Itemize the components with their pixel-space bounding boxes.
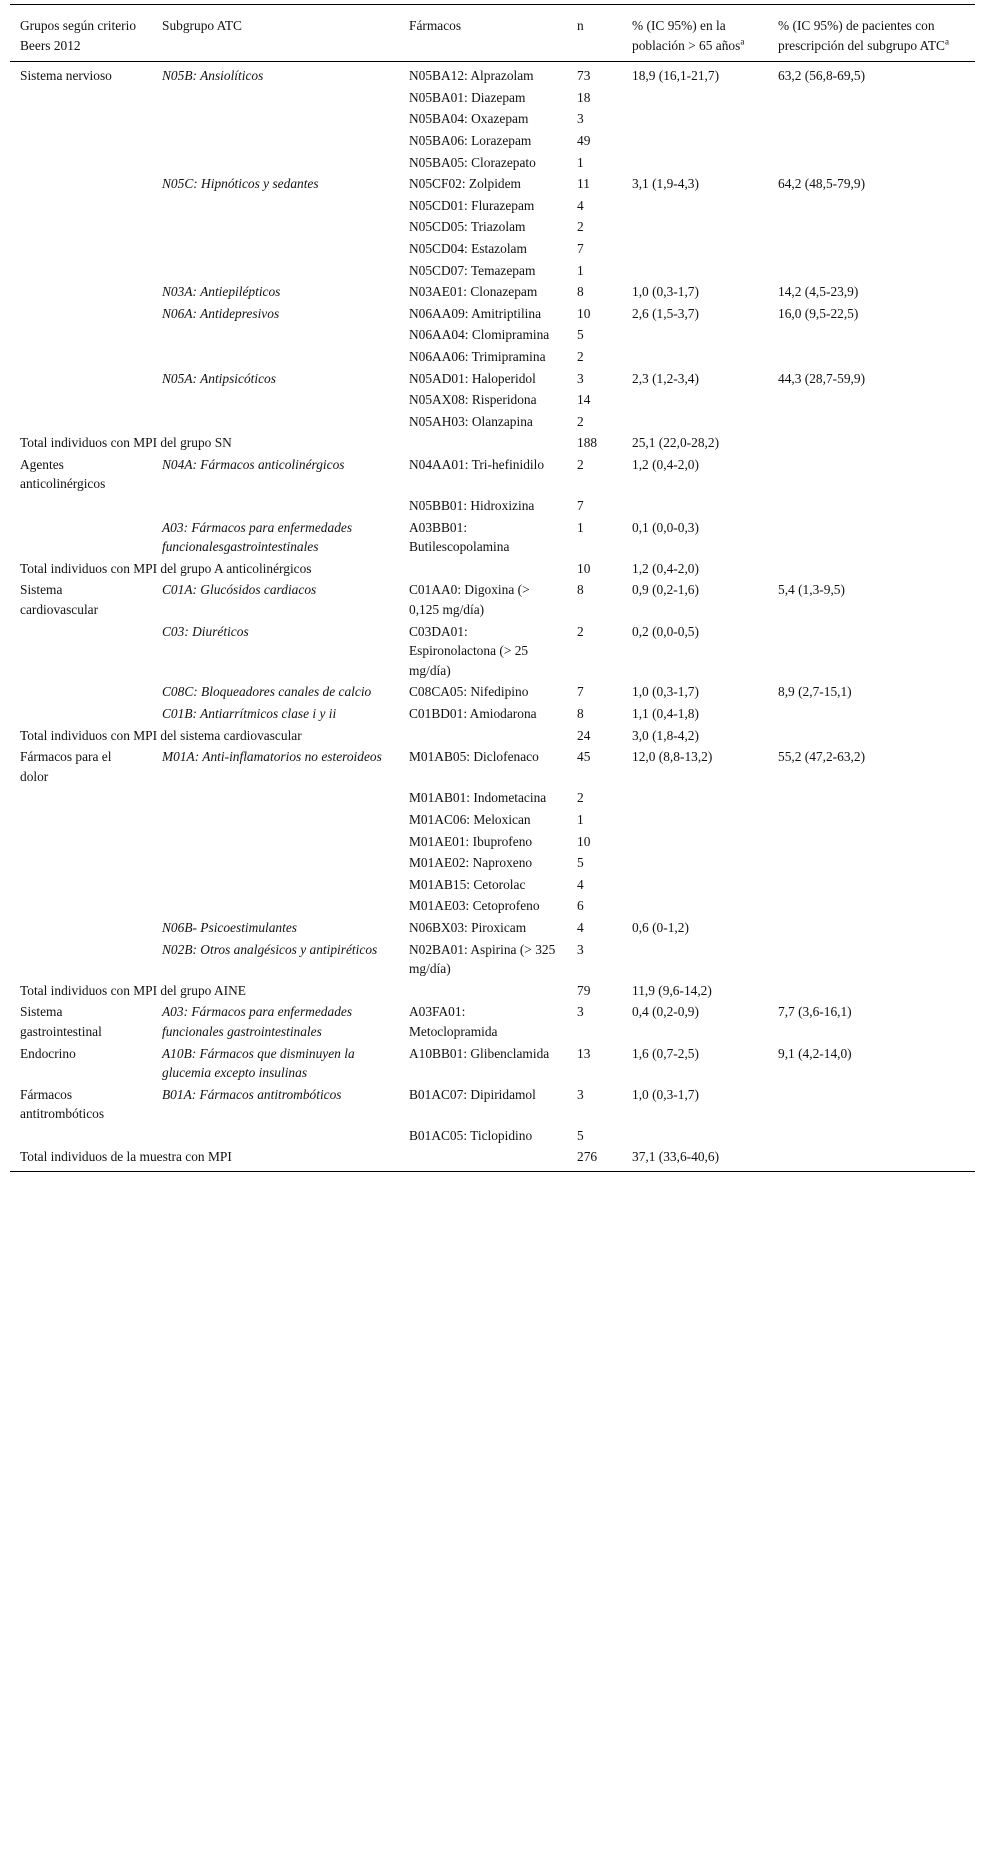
total-row [10, 979, 975, 1001]
cell-pct-atc [768, 323, 975, 345]
header-pct-atc: % (IC 95%) de pacientes con prescripción del subgrupo ATC$^a$ [768, 5, 975, 62]
table-row [10, 129, 975, 151]
cell-pct-atc [768, 453, 975, 494]
cell-pct-population: 0,2 (0,0-0,5) [632, 623, 699, 639]
table-row [10, 620, 975, 681]
header-group: Grupos según criterio Beers 2012 [10, 5, 152, 62]
table-row [10, 1000, 975, 1041]
cell-drug: N02BA01: Aspirina (> 325 mg/día) [409, 941, 556, 977]
cell-pct-atc [768, 388, 975, 410]
cell-subgroup: N06A: Antidepresivos [162, 305, 280, 321]
cell-n: 1 [577, 262, 584, 278]
table-row [10, 302, 975, 324]
cell-drug: N06BX03: Piroxicam [409, 919, 527, 935]
cell-n: 5 [577, 1127, 584, 1143]
cell-group: Agentes anticolinérgicos [20, 456, 106, 492]
cell-drug: M01AC06: Meloxican [409, 811, 531, 827]
cell-group [10, 494, 152, 516]
cell-n: 5 [577, 855, 584, 871]
cell-group [10, 938, 152, 979]
cell-group [10, 680, 152, 702]
cell-pct-population: 1,1 (0,4-1,8) [632, 706, 699, 721]
cell-pct-population [622, 107, 768, 129]
cell-subgroup [152, 86, 399, 108]
cell-pct-population [622, 151, 768, 173]
cell-drug: N06AA06: Trimipramina [409, 348, 546, 364]
cell-subgroup: N05C: Hipnóticos y sedantes [162, 176, 319, 192]
total-label: Total individuos con MPI del grupo A anticolinérgicos [20, 560, 312, 576]
table-row [10, 680, 975, 702]
cell-subgroup: N06B- Psicoestimulantes [162, 919, 298, 935]
table-row [10, 1042, 975, 1083]
cell-group: Fármacos antitrombóticos [20, 1086, 105, 1122]
cell-pct-population: 1,0 (0,3-1,7) [632, 284, 699, 300]
header-row [10, 5, 975, 62]
cell-group [10, 215, 152, 237]
cell-pct-atc [768, 1145, 975, 1171]
cell-group [10, 516, 152, 557]
cell-pct-population: 2,3 (1,2-3,4) [632, 370, 699, 386]
cell-subgroup: C03: Diuréticos [162, 623, 249, 639]
cell-subgroup [152, 1124, 399, 1146]
cell-pct-atc [768, 259, 975, 281]
cell-n: 10 [577, 833, 591, 849]
cell-pct-population: 1,6 (0,7-2,5) [632, 1045, 699, 1061]
cell-drug: M01AB01: Indometacina [409, 790, 547, 806]
cell-pct-population [622, 851, 768, 873]
total-label: Total individuos con MPI del grupo SN [20, 435, 232, 451]
cell-group [10, 280, 152, 302]
footnote-mark: a [944, 36, 949, 47]
cell-pct-atc: 64,2 (48,5-79,9) [778, 176, 866, 192]
table-row [10, 237, 975, 259]
cell-subgroup: N04A: Fármacos anticolinérgicos [162, 456, 345, 472]
cell-pct-atc [768, 345, 975, 367]
cell-pct-population: 1,0 (0,3-1,7) [632, 1086, 699, 1102]
table-row [10, 62, 975, 86]
table-row [10, 345, 975, 367]
cell-drug: M01AE02: Naproxeno [409, 855, 533, 871]
cell-pct-atc: 9,1 (4,2-14,0) [778, 1045, 852, 1061]
table-row [10, 808, 975, 830]
total-row [10, 1145, 975, 1171]
cell-subgroup: N05A: Antipsicóticos [162, 370, 276, 386]
cell-group [10, 620, 152, 681]
cell-drug: C03DA01: Espironolactona (> 25 mg/día) [409, 623, 529, 678]
cell-pct-population: 3,0 (1,8-4,2) [632, 727, 699, 743]
cell-n: 3 [577, 1004, 584, 1020]
cell-subgroup [152, 830, 399, 852]
cell-n: 73 [577, 68, 591, 84]
cell-drug: N05AH03: Olanzapina [409, 413, 533, 429]
cell-drug: B01AC07: Dipiridamol [409, 1086, 536, 1102]
cell-pct-atc [768, 107, 975, 129]
cell-group [10, 1124, 152, 1146]
footnote-mark: a [740, 36, 745, 47]
cell-group [10, 323, 152, 345]
cell-n: 7 [577, 684, 584, 700]
cell-pct-atc [768, 894, 975, 916]
cell-group [10, 259, 152, 281]
cell-group [10, 702, 152, 724]
table-row [10, 578, 975, 619]
table-row [10, 494, 975, 516]
cell-pct-atc [768, 979, 975, 1001]
cell-subgroup [152, 894, 399, 916]
cell-pct-population: 2,6 (1,5-3,7) [632, 305, 699, 321]
cell-subgroup [152, 851, 399, 873]
cell-n: 2 [577, 413, 584, 429]
total-row [10, 431, 975, 453]
cell-n: 10 [577, 305, 591, 321]
cell-pct-population [622, 129, 768, 151]
cell-subgroup [152, 494, 399, 516]
table-row [10, 367, 975, 389]
cell-subgroup: A03: Fármacos para enfermedades funcionalesgastrointestinales [162, 519, 353, 555]
cell-group [10, 388, 152, 410]
cell-group [10, 808, 152, 830]
cell-subgroup [152, 873, 399, 895]
header-pct-population: % (IC 95%) en la población > 65 años$^a$ [622, 5, 768, 62]
cell-pct-atc [768, 851, 975, 873]
table-row [10, 453, 975, 494]
cell-subgroup: C01A: Glucósidos cardiacos [162, 582, 317, 598]
cell-group [10, 194, 152, 216]
cell-n: 10 [577, 560, 591, 576]
cell-pct-population [622, 237, 768, 259]
header-subgroup: Subgrupo ATC [152, 5, 399, 62]
cell-pct-atc: 8,9 (2,7-15,1) [778, 684, 852, 700]
cell-pct-population: 3,1 (1,9-4,3) [632, 176, 699, 192]
cell-pct-population [622, 388, 768, 410]
cell-subgroup [152, 107, 399, 129]
cell-drug: N05AX08: Risperidona [409, 392, 537, 408]
cell-pct-atc [768, 1083, 975, 1124]
cell-pct-atc [768, 237, 975, 259]
cell-pct-atc [768, 808, 975, 830]
cell-subgroup: B01A: Fármacos antitrombóticos [162, 1086, 342, 1102]
cell-n: 1 [577, 154, 584, 170]
header-drugs: Fármacos [399, 5, 567, 62]
cell-pct-population [622, 494, 768, 516]
cell-group [10, 345, 152, 367]
cell-drug: N06AA04: Clomipramina [409, 327, 550, 343]
cell-subgroup [152, 410, 399, 432]
cell-pct-atc [768, 86, 975, 108]
cell-pct-population [622, 786, 768, 808]
cell-group [10, 873, 152, 895]
cell-group: Sistema cardiovascular [20, 582, 99, 618]
cell-n: 49 [577, 132, 591, 148]
table-row [10, 938, 975, 979]
cell-drug: N05AD01: Haloperidol [409, 370, 536, 386]
cell-n: 4 [577, 876, 584, 892]
cell-group [10, 237, 152, 259]
cell-n: 2 [577, 623, 584, 639]
cell-drug: C08CA05: Nifedipino [409, 684, 529, 700]
table-row [10, 1124, 975, 1146]
table-row [10, 388, 975, 410]
cell-group [10, 894, 152, 916]
cell-pct-atc [768, 938, 975, 979]
cell-pct-atc [768, 494, 975, 516]
cell-group: Fármacos para el dolor [20, 749, 112, 784]
cell-n: 5 [577, 327, 584, 343]
cell-pct-atc [768, 431, 975, 453]
cell-pct-population: 0,1 (0,0-0,3) [632, 519, 699, 535]
table-row [10, 851, 975, 873]
cell-pct-population [622, 86, 768, 108]
cell-group [10, 107, 152, 129]
cell-drug: M01AE01: Ibuprofeno [409, 833, 533, 849]
cell-drug: M01AB15: Cetorolac [409, 876, 526, 892]
cell-group [10, 129, 152, 151]
cell-pct-population [622, 894, 768, 916]
cell-pct-atc: 7,7 (3,6-16,1) [778, 1004, 852, 1020]
cell-drug: B01AC05: Ticlopidino [409, 1127, 533, 1143]
table-row [10, 702, 975, 724]
cell-drug: N05CD01: Flurazepam [409, 197, 535, 213]
cell-group [10, 916, 152, 938]
cell-subgroup: N05B: Ansiolíticos [162, 68, 264, 84]
cell-drug: N06AA09: Amitriptilina [409, 305, 542, 321]
cell-pct-population: 12,0 (8,8-13,2) [632, 749, 713, 765]
cell-drug: N05BA05: Clorazepato [409, 154, 536, 170]
cell-pct-atc [768, 702, 975, 724]
table-row [10, 916, 975, 938]
cell-pct-atc [768, 516, 975, 557]
cell-drug: N04AA01: Tri-hefinidilo [409, 456, 545, 472]
cell-pct-population: 1,2 (0,4-2,0) [632, 456, 699, 472]
cell-drug: N05BA01: Diazepam [409, 89, 526, 105]
cell-n: 276 [567, 1145, 622, 1171]
cell-pct-population [622, 323, 768, 345]
cell-group [10, 830, 152, 852]
cell-pct-population [622, 194, 768, 216]
cell-pct-population [622, 808, 768, 830]
cell-pct-atc: 55,2 (47,2-63,2) [778, 749, 866, 765]
cell-pct-atc: 63,2 (56,8-69,5) [778, 68, 866, 84]
cell-n: 4 [577, 197, 584, 213]
cell-n: 79 [577, 982, 591, 998]
cell-subgroup [152, 808, 399, 830]
cell-subgroup: M01A: Anti-inflamatorios no esteroideos [162, 749, 382, 765]
cell-drug: N05CD07: Temazepam [409, 262, 536, 278]
cell-group [10, 302, 152, 324]
cell-n: 1 [577, 519, 584, 535]
cell-n: 3 [577, 941, 584, 957]
cell-pct-population: 18,9 (16,1-21,7) [632, 68, 720, 84]
cell-n: 18 [577, 89, 591, 105]
total-label: Total individuos con MPI del grupo AINE [20, 982, 246, 998]
cell-pct-population [622, 938, 768, 979]
cell-subgroup [152, 194, 399, 216]
table-row [10, 745, 975, 786]
cell-drug: N05BA04: Oxazepam [409, 111, 529, 127]
cell-n: 1 [577, 811, 584, 827]
cell-n: 24 [577, 727, 591, 743]
cell-pct-atc: 16,0 (9,5-22,5) [778, 305, 859, 321]
cell-n: 3 [577, 1086, 584, 1102]
cell-drug: C01BD01: Amiodarona [409, 706, 537, 721]
cell-pct-atc [768, 215, 975, 237]
table-row [10, 151, 975, 173]
total-label: Total individuos de la muestra con MPI [10, 1145, 567, 1171]
cell-group [10, 86, 152, 108]
table-row [10, 516, 975, 557]
cell-pct-atc [768, 786, 975, 808]
cell-pct-population: 1,0 (0,3-1,7) [632, 684, 699, 700]
cell-pct-atc [768, 151, 975, 173]
cell-n: 14 [577, 392, 591, 408]
cell-subgroup [152, 237, 399, 259]
cell-pct-population [622, 410, 768, 432]
cell-pct-atc [768, 557, 975, 579]
cell-pct-population: 25,1 (22,0-28,2) [632, 435, 720, 451]
cell-pct-atc [768, 620, 975, 681]
cell-pct-atc [768, 873, 975, 895]
cell-drug: N05CD04: Estazolam [409, 240, 527, 256]
cell-pct-population [622, 345, 768, 367]
cell-n: 8 [577, 582, 584, 598]
table-row [10, 280, 975, 302]
cell-pct-population: 0,4 (0,2-0,9) [632, 1004, 699, 1020]
cell-n: 8 [577, 284, 584, 300]
cell-group: Sistema nervioso [20, 68, 112, 84]
cell-n: 2 [577, 219, 584, 235]
cell-drug: N03AE01: Clonazepam [409, 284, 538, 300]
cell-group [10, 410, 152, 432]
table-row [10, 1083, 975, 1124]
table-row [10, 107, 975, 129]
total-row [10, 724, 975, 746]
cell-group [10, 851, 152, 873]
cell-pct-population [622, 259, 768, 281]
cell-drug: N05CF02: Zolpidem [409, 176, 521, 192]
cell-n: 13 [577, 1045, 591, 1061]
cell-subgroup [152, 323, 399, 345]
table-row [10, 172, 975, 194]
cell-n: 4 [577, 919, 584, 935]
table-row [10, 873, 975, 895]
cell-pct-atc: 14,2 (4,5-23,9) [778, 284, 859, 300]
total-row [10, 557, 975, 579]
cell-n: 11 [577, 176, 590, 192]
cell-pct-atc: 44,3 (28,7-59,9) [778, 370, 866, 386]
cell-n: 8 [577, 706, 584, 721]
cell-drug: C01AA0: Digoxina (> 0,125 mg/día) [409, 582, 530, 618]
cell-group: Endocrino [20, 1045, 76, 1061]
cell-subgroup [152, 129, 399, 151]
cell-pct-atc [768, 1124, 975, 1146]
cell-n: 3 [577, 370, 584, 386]
cell-pct-population: 0,6 (0-1,2) [632, 919, 689, 935]
cell-subgroup: A03: Fármacos para enfermedades funcionales gastrointestinales [162, 1004, 353, 1039]
table-row [10, 786, 975, 808]
cell-subgroup: A10B: Fármacos que disminuyen la glucemia excepto insulinas [162, 1045, 355, 1081]
cell-pct-population: 0,9 (0,2-1,6) [632, 582, 699, 598]
cell-pct-atc [768, 129, 975, 151]
cell-pct-population [622, 215, 768, 237]
cell-group [10, 367, 152, 389]
cell-subgroup [152, 786, 399, 808]
cell-drug: A10BB01: Glibenclamida [409, 1045, 550, 1061]
cell-n: 7 [577, 498, 584, 514]
cell-subgroup [152, 388, 399, 410]
cell-n: 2 [577, 790, 584, 806]
cell-pct-atc [768, 724, 975, 746]
cell-n: 45 [577, 749, 591, 765]
table-row [10, 194, 975, 216]
cell-pct-atc: 5,4 (1,3-9,5) [778, 582, 845, 598]
cell-pct-population: 37,1 (33,6-40,6) [622, 1145, 768, 1171]
cell-drug: N05BB01: Hidroxizina [409, 498, 535, 514]
cell-n: 2 [577, 456, 584, 472]
cell-drug: A03BB01: Butilescopolamina [409, 519, 510, 555]
cell-n: 7 [577, 240, 584, 256]
cell-subgroup: N02B: Otros analgésicos y antipiréticos [162, 941, 378, 957]
table-row [10, 410, 975, 432]
cell-subgroup [152, 259, 399, 281]
cell-pct-atc [768, 410, 975, 432]
cell-subgroup [152, 215, 399, 237]
cell-pct-population [622, 873, 768, 895]
table-row [10, 323, 975, 345]
cell-n: 3 [577, 111, 584, 127]
cell-subgroup: N03A: Antiepilépticos [162, 284, 281, 300]
cell-pct-atc [768, 916, 975, 938]
cell-drug: N05BA06: Lorazepam [409, 132, 532, 148]
cell-pct-population [622, 830, 768, 852]
header-n: n [567, 5, 622, 62]
table-body [10, 62, 975, 1172]
cell-subgroup [152, 151, 399, 173]
table-row [10, 86, 975, 108]
cell-subgroup: C01B: Antiarrítmicos clase i y ii [162, 706, 337, 721]
table-row [10, 259, 975, 281]
cell-pct-atc [768, 194, 975, 216]
cell-group [10, 151, 152, 173]
table-row [10, 215, 975, 237]
cell-pct-atc [768, 830, 975, 852]
cell-n: 188 [577, 435, 598, 451]
cell-drug: M01AB05: Diclofenaco [409, 749, 539, 765]
table-row [10, 894, 975, 916]
cell-drug: N05BA12: Alprazolam [409, 68, 534, 84]
cell-group [10, 786, 152, 808]
mpi-table [10, 4, 975, 1172]
cell-subgroup [152, 345, 399, 367]
cell-group [10, 172, 152, 194]
table-row [10, 830, 975, 852]
cell-subgroup: C08C: Bloqueadores canales de calcio [162, 684, 372, 700]
cell-pct-population: 1,2 (0,4-2,0) [632, 560, 699, 576]
cell-pct-population: 11,9 (9,6-14,2) [632, 982, 712, 998]
cell-n: 6 [577, 898, 584, 914]
cell-group: Sistema gastrointestinal [20, 1004, 102, 1039]
cell-pct-population [622, 1124, 768, 1146]
cell-drug: N05CD05: Triazolam [409, 219, 526, 235]
total-label: Total individuos con MPI del sistema cardiovascular [20, 727, 302, 743]
cell-n: 2 [577, 348, 584, 364]
cell-drug: M01AE03: Cetoprofeno [409, 898, 540, 914]
cell-drug: A03FA01: Metoclopramida [409, 1004, 498, 1039]
